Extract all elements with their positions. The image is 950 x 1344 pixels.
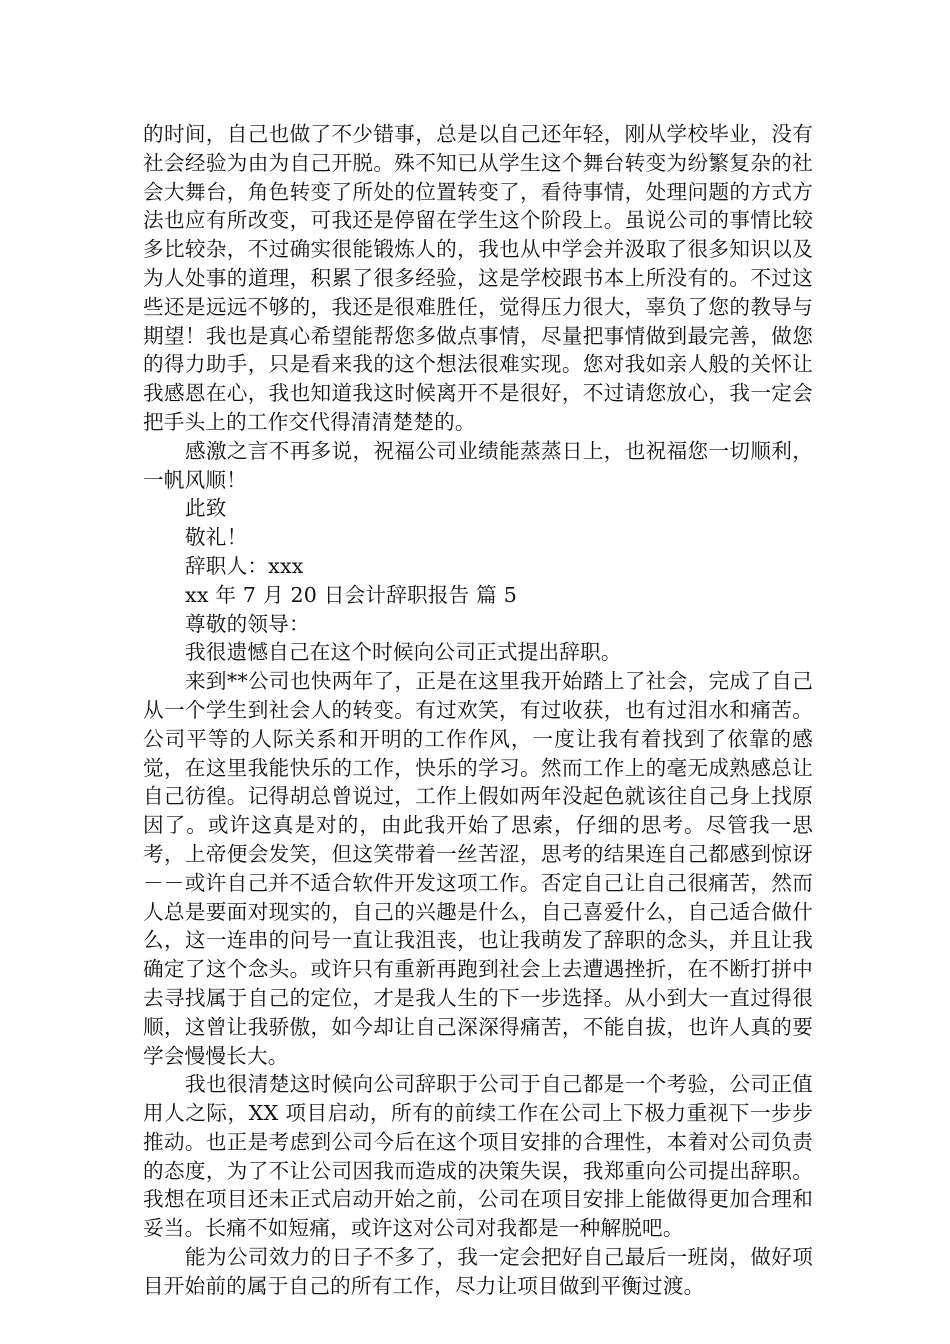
paragraph: 能为公司效力的日子不多了，我一定会把好自己最后一班岗，做好项目开始前的属于自己的所有工作，尽力让项目做到平衡过渡。 [143, 1245, 813, 1298]
document-body [143, 120, 813, 1301]
paragraph: 我也很清楚这时候向公司辞职于公司于自己都是一个考验，公司正值用人之际，XX 项目启动，所有的前续工作在公司上下极力重视下一步步推动。也正是考虑到公司今后在这个项目安排的合理性，本着对公司负责的态度，为了不让公司因我而造成的决策失误，我郑重向公司提出辞职。我想在项目还未正式启动开始之前，公司在项目安排上能做得更加合理和妥当。长痛不如短痛，或许这对公司对我都是一种解脱吧。 [143, 1072, 813, 1241]
salutation-line: 敬礼！ [185, 525, 248, 550]
signature-line: 辞职人：xxx [185, 553, 304, 578]
paragraph: 来到**公司也快两年了，正是在这里我开始踏上了社会，完成了自己从一个学生到社会人的转变。有过欢笑，有过收获，也有过泪水和痛苦。公司平等的人际关系和开明的工作作风，一度让我有着找到了依靠的感觉，在这里我能快乐的工作，快乐的学习。然而工作上的毫无成熟感总让自己彷徨。记得胡总曾说过，工作上假如两年没起色就该往自己身上找原因了。或许这真是对的，由此我开始了思索，仔细的思考。尽管我一思考，上帝便会发笑，但这笑带着一丝苦涩，思考的结果连自己都感到惊讶－－或许自己并不适合软件开发这项工作。否定自己让自己很痛苦，然而人总是要面对现实的，自己的兴趣是什么，自己喜爱什么，自己适合做什么，这一连串的问号一直让我沮丧，也让我萌发了辞职的念头，并且让我确定了这个念头。或许只有重新再跑到社会上去遭遇挫折，在不断打拼中去寻找属于自己的定位，才是我人生的下一步选择。从小到大一直过得很顺，这曾让我骄傲，如今却让自己深深得痛苦，不能自拔，也许人真的要学会慢慢长大。 [143, 669, 813, 1068]
paragraph: 感激之言不再多说，祝福公司业绩能蒸蒸日上，也祝福您一切顺利，一帆风顺！ [143, 438, 813, 492]
section-title: xx 年 7 月 20 日会计辞职报告 篇 5 [185, 582, 517, 607]
paragraph: 的时间，自己也做了不少错事，总是以自己还年轻，刚从学校毕业，没有社会经验为由为自己开脱。殊不知已从学生这个舞台转变为纷繁复杂的社会大舞台，角色转变了所处的位置转变了，看待事情，处理问题的方式方法也应有所改变，可我还是停留在学生这个阶段上。虽说公司的事情比较多比较杂，不过确实很能锻炼人的，我也从中学会并汲取了很多知识以及为人处事的道理，积累了很多经验，这是学校跟书本上所没有的。不过这些还是远远不够的，我还是很难胜任，觉得压力很大，辜负了您的教导与期望！我也是真心希望能帮您多做点事情，尽量把事情做到最完善，做您的得力助手，只是看来我的这个想法很难实现。您对我如亲人般的关怀让我感恩在心，我也知道我这时候离开不是很好，不过请您放心，我一定会把手头上的工作交代得清清楚楚的。 [143, 122, 813, 434]
salutation-line: 此致 [185, 496, 227, 521]
paragraph: 我很遗憾自己在这个时候向公司正式提出辞职。 [185, 640, 622, 665]
greeting-line: 尊敬的领导： [185, 611, 310, 636]
